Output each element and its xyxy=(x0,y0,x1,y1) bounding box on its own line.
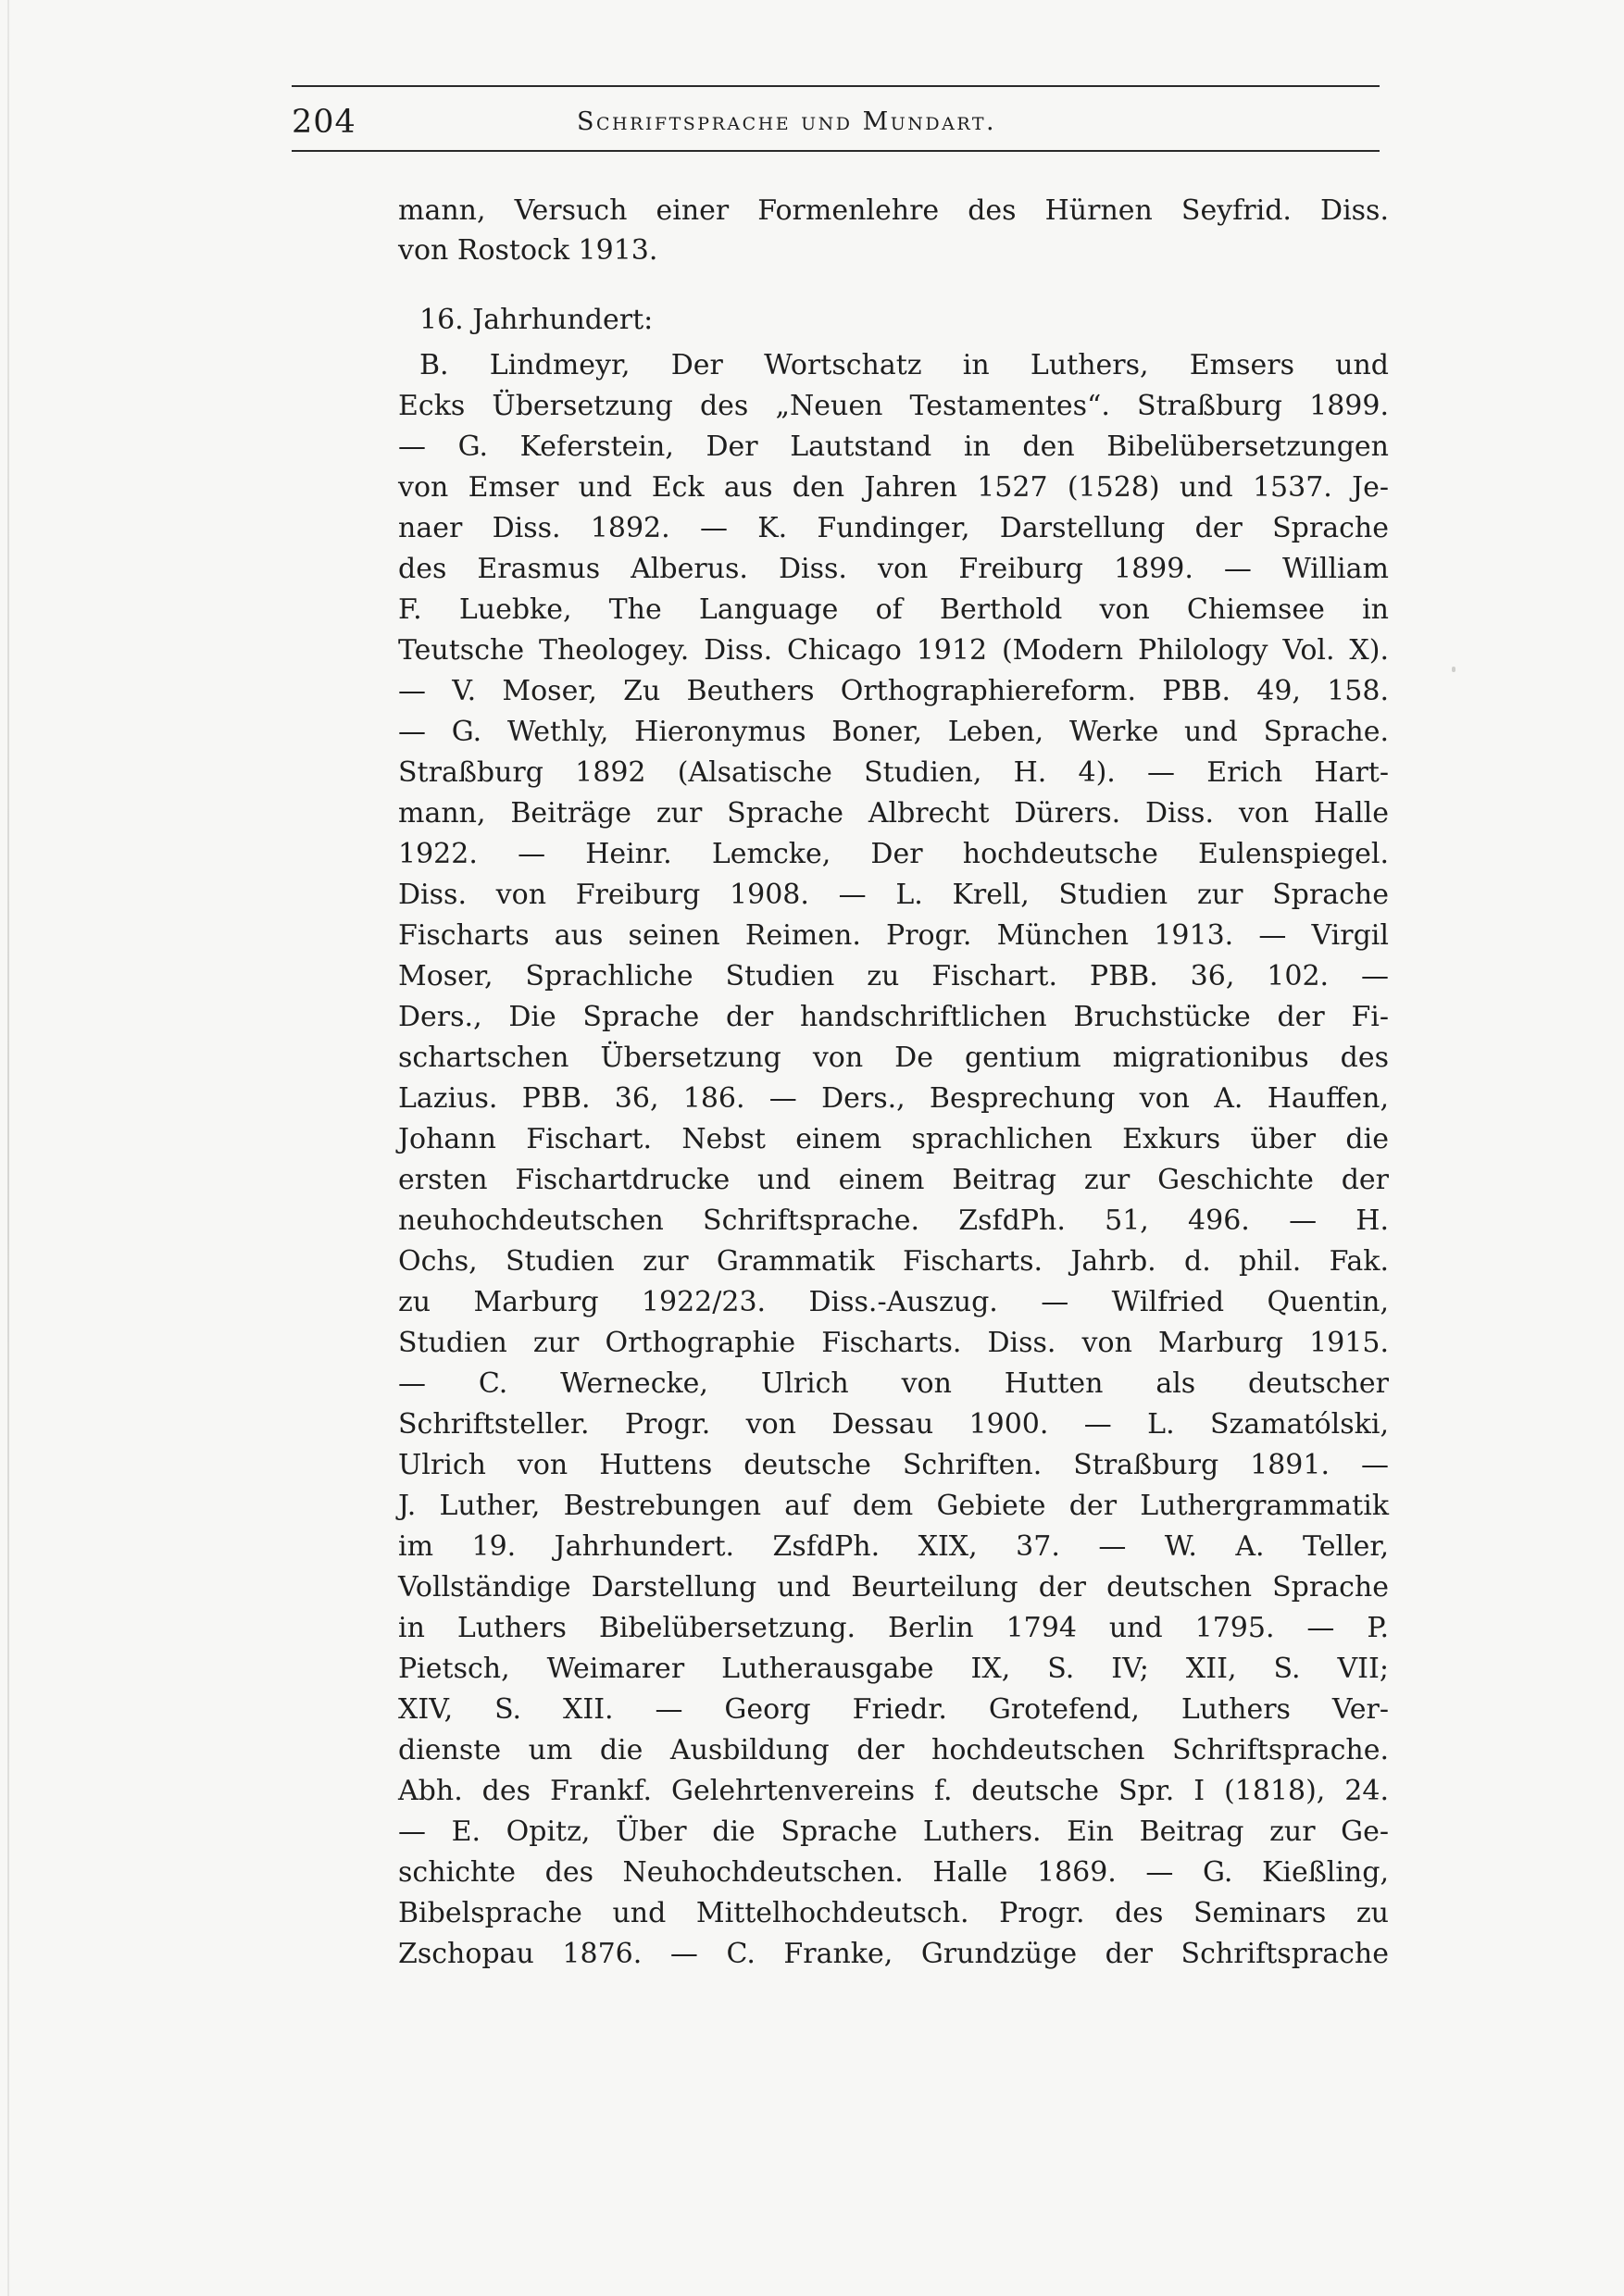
text-line: mann, Beiträge zur Sprache Albrecht Dürers. Diss. von Halle xyxy=(398,797,1389,830)
text-line: Johann Fischart. Nebst einem sprachlichen Exkurs über die xyxy=(398,1123,1389,1155)
text-line: mann, Versuch einer Formenlehre des Hürnen Seyfrid. Diss. xyxy=(398,194,1389,227)
text-line: Vollständige Darstellung und Beurteilung der deutschen Sprache xyxy=(398,1571,1389,1603)
text-line: Ulrich von Huttens deutsche Schriften. Straßburg 1891. — xyxy=(398,1449,1389,1481)
text-line: J. Luther, Bestrebungen auf dem Gebiete der Luthergrammatik xyxy=(398,1490,1389,1522)
text-line: Ochs, Studien zur Grammatik Fischarts. Jahrb. d. phil. Fak. xyxy=(398,1245,1389,1278)
text-line: XIV, S. XII. — Georg Friedr. Grotefend, Luthers Ver- xyxy=(398,1693,1389,1726)
text-line: 1922. — Heinr. Lemcke, Der hochdeutsche Eulenspiegel. xyxy=(398,838,1389,870)
text-line: von Rostock 1913. xyxy=(398,234,658,267)
text-line: Pietsch, Weimarer Lutherausgabe IX, S. IV; XII, S. VII; xyxy=(398,1653,1389,1685)
text-line: Studien zur Orthographie Fischarts. Diss. von Marburg 1915. xyxy=(398,1327,1389,1359)
running-title: Schriftsprache und Mundart. xyxy=(577,107,997,136)
text-line: im 19. Jahrhundert. ZsfdPh. XIX, 37. — W. A. Teller, xyxy=(398,1530,1389,1563)
text-line: von Emser und Eck aus den Jahren 1527 (1528) und 1537. Je- xyxy=(398,471,1389,504)
text-line: B. Lindmeyr, Der Wortschatz in Luthers, Emsers und xyxy=(419,349,1389,381)
paper-speck xyxy=(1452,667,1455,672)
text-line: Bibelsprache und Mittelhochdeutsch. Progr. des Seminars zu xyxy=(398,1897,1389,1929)
text-line: schichte des Neuhochdeutschen. Halle 1869. — G. Kießling, xyxy=(398,1856,1389,1889)
text-line: — V. Moser, Zu Beuthers Orthographiereform. PBB. 49, 158. xyxy=(398,675,1389,707)
text-line: Abh. des Frankf. Gelehrtenvereins f. deutsche Spr. I (1818), 24. xyxy=(398,1775,1389,1807)
text-line: in Luthers Bibelübersetzung. Berlin 1794 und 1795. — P. xyxy=(398,1612,1389,1644)
text-line: Zschopau 1876. — C. Franke, Grundzüge der Schriftsprache xyxy=(398,1938,1389,1970)
section-heading: 16. Jahrhundert: xyxy=(419,304,654,336)
text-line: Schriftsteller. Progr. von Dessau 1900. — L. Szamatólski, xyxy=(398,1408,1389,1441)
text-line: — E. Opitz, Über die Sprache Luthers. Ein Beitrag zur Ge- xyxy=(398,1816,1389,1848)
text-line: Lazius. PBB. 36, 186. — Ders., Besprechung von A. Hauffen, xyxy=(398,1082,1389,1115)
text-line: schartschen Übersetzung von De gentium migrationibus des xyxy=(398,1042,1389,1074)
text-line: Ders., Die Sprache der handschriftlichen Bruchstücke der Fi- xyxy=(398,1001,1389,1033)
page-number: 204 xyxy=(292,104,356,141)
text-line: ersten Fischartdrucke und einem Beitrag zur Geschichte der xyxy=(398,1164,1389,1196)
text-line: dienste um die Ausbildung der hochdeutschen Schriftsprache. xyxy=(398,1734,1389,1766)
text-line: F. Luebke, The Language of Berthold von Chiemsee in xyxy=(398,593,1389,626)
text-line: — G. Keferstein, Der Lautstand in den Bibelübersetzungen xyxy=(398,430,1389,463)
text-line: neuhochdeutschen Schriftsprache. ZsfdPh. 51, 496. — H. xyxy=(398,1204,1389,1237)
text-line: — C. Wernecke, Ulrich von Hutten als deutscher xyxy=(398,1367,1389,1400)
text-line: naer Diss. 1892. — K. Fundinger, Darstellung der Sprache xyxy=(398,512,1389,544)
text-line: — G. Wethly, Hieronymus Boner, Leben, Werke und Sprache. xyxy=(398,716,1389,748)
text-line: zu Marburg 1922/23. Diss.-Auszug. — Wilfried Quentin, xyxy=(398,1286,1389,1318)
text-line: Straßburg 1892 (Alsatische Studien, H. 4). — Erich Hart- xyxy=(398,756,1389,789)
text-line: Ecks Übersetzung des „Neuen Testamentes“. Straßburg 1899. xyxy=(398,390,1389,422)
text-line: Teutsche Theologey. Diss. Chicago 1912 (Modern Philology Vol. X). xyxy=(398,634,1389,667)
text-line: des Erasmus Alberus. Diss. von Freiburg 1899. — William xyxy=(398,553,1389,585)
text-line: Diss. von Freiburg 1908. — L. Krell, Studien zur Sprache xyxy=(398,879,1389,911)
text-line: Fischarts aus seinen Reimen. Progr. München 1913. — Virgil xyxy=(398,919,1389,952)
text-line: Moser, Sprachliche Studien zu Fischart. PBB. 36, 102. — xyxy=(398,960,1389,992)
